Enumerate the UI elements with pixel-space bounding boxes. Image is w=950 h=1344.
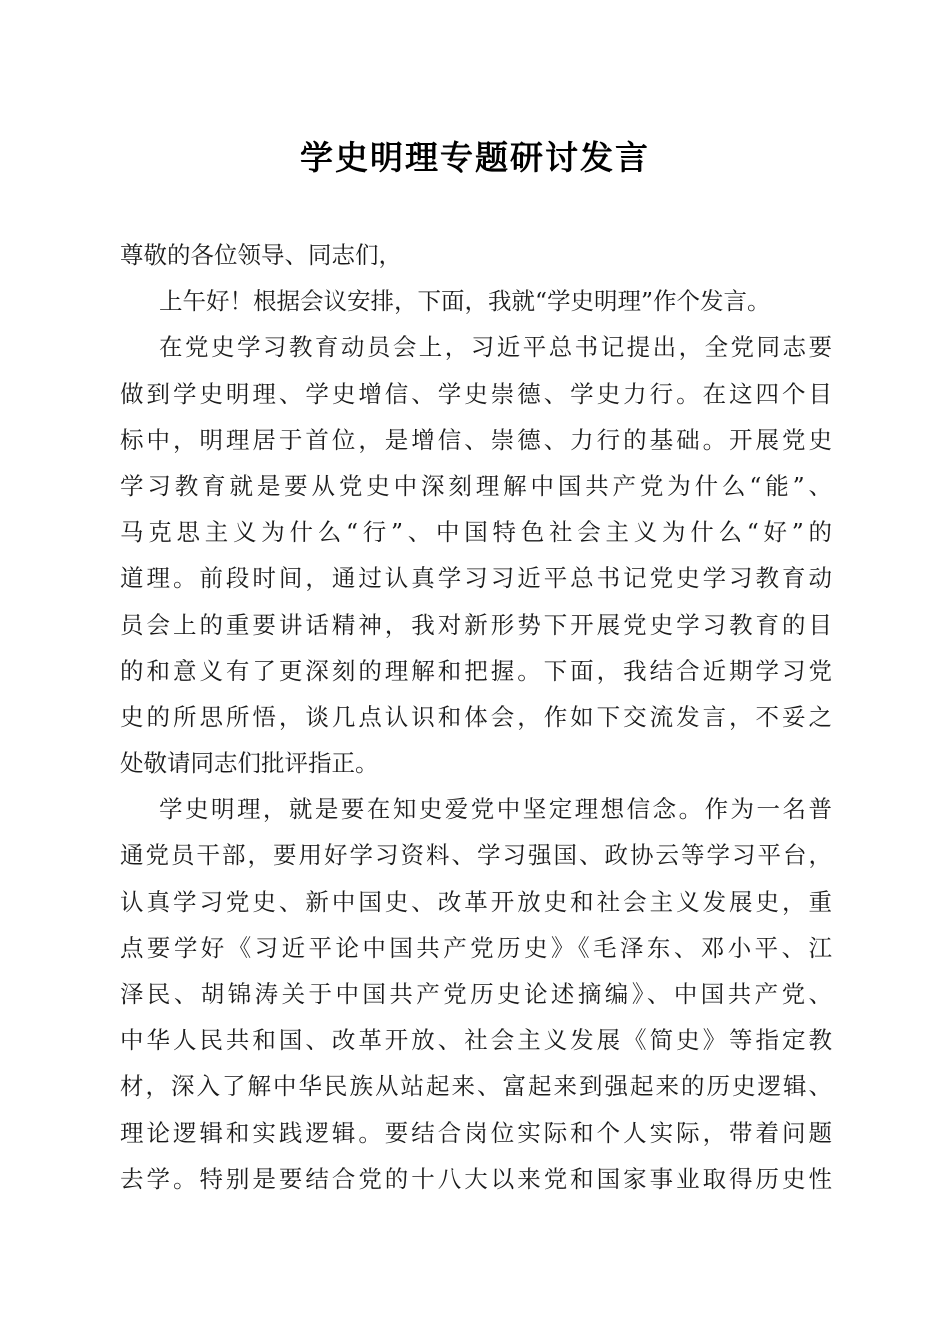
paragraph-line: 在党史学习教育动员会上，习近平总书记提出，全党同志要 xyxy=(159,333,832,362)
document-title: 学史明理专题研讨发言 xyxy=(300,138,650,177)
paragraph-line: 学史明理，就是要在知史爱党中坚定理想信念。作为一名普 xyxy=(159,795,832,824)
paragraph-line: 标中，明理居于首位，是增信、崇德、力行的基础。开展党史 xyxy=(120,425,832,454)
paragraph-line: 中华人民共和国、改革开放、社会主义发展《简史》等指定教 xyxy=(120,1026,832,1055)
paragraph-line: 通党员干部，要用好学习资料、学习强国、政协云等学习平台， xyxy=(120,841,832,870)
paragraph-line: 处敬请同志们批评指正。 xyxy=(120,749,379,778)
paragraph-line: 去学。特别是要结合党的十八大以来党和国家事业取得历史性 xyxy=(120,1164,832,1193)
paragraph-line: 马克思主义为什么“行”、中国特色社会主义为什么“好”的 xyxy=(120,518,832,547)
paragraph-line: 道理。前段时间，通过认真学习习近平总书记党史学习教育动 xyxy=(120,564,832,593)
paragraph-line: 学习教育就是要从党史中深刻理解中国共产党为什么“能”、 xyxy=(120,471,832,500)
paragraph-line: 做到学史明理、学史增信、学史崇德、学史力行。在这四个目 xyxy=(120,379,832,408)
document-body xyxy=(120,232,832,1202)
paragraph-line: 材，深入了解中华民族从站起来、富起来到强起来的历史逻辑、 xyxy=(120,1072,832,1101)
salutation-line: 尊敬的各位领导、同志们， xyxy=(120,241,402,269)
paragraph-line: 认真学习党史、新中国史、改革开放史和社会主义发展史，重 xyxy=(120,887,832,916)
paragraph-line: 泽民、胡锦涛关于中国共产党历史论述摘编》、中国共产党、 xyxy=(120,980,832,1008)
paragraph-line: 的和意义有了更深刻的理解和把握。下面，我结合近期学习党 xyxy=(120,656,832,685)
paragraph-line: 理论逻辑和实践逻辑。要结合岗位实际和个人实际，带着问题 xyxy=(120,1118,832,1147)
paragraph-line: 上午好！根据会议安排，下面，我就“学史明理”作个发言。 xyxy=(159,287,771,316)
paragraph-line: 员会上的重要讲话精神，我对新形势下开展党史学习教育的目 xyxy=(120,610,832,639)
paragraph-line: 点要学好《习近平论中国共产党历史》《毛泽东、邓小平、江 xyxy=(120,933,832,962)
paragraph-line: 史的所思所悟，谈几点认识和体会，作如下交流发言，不妥之 xyxy=(120,702,832,731)
